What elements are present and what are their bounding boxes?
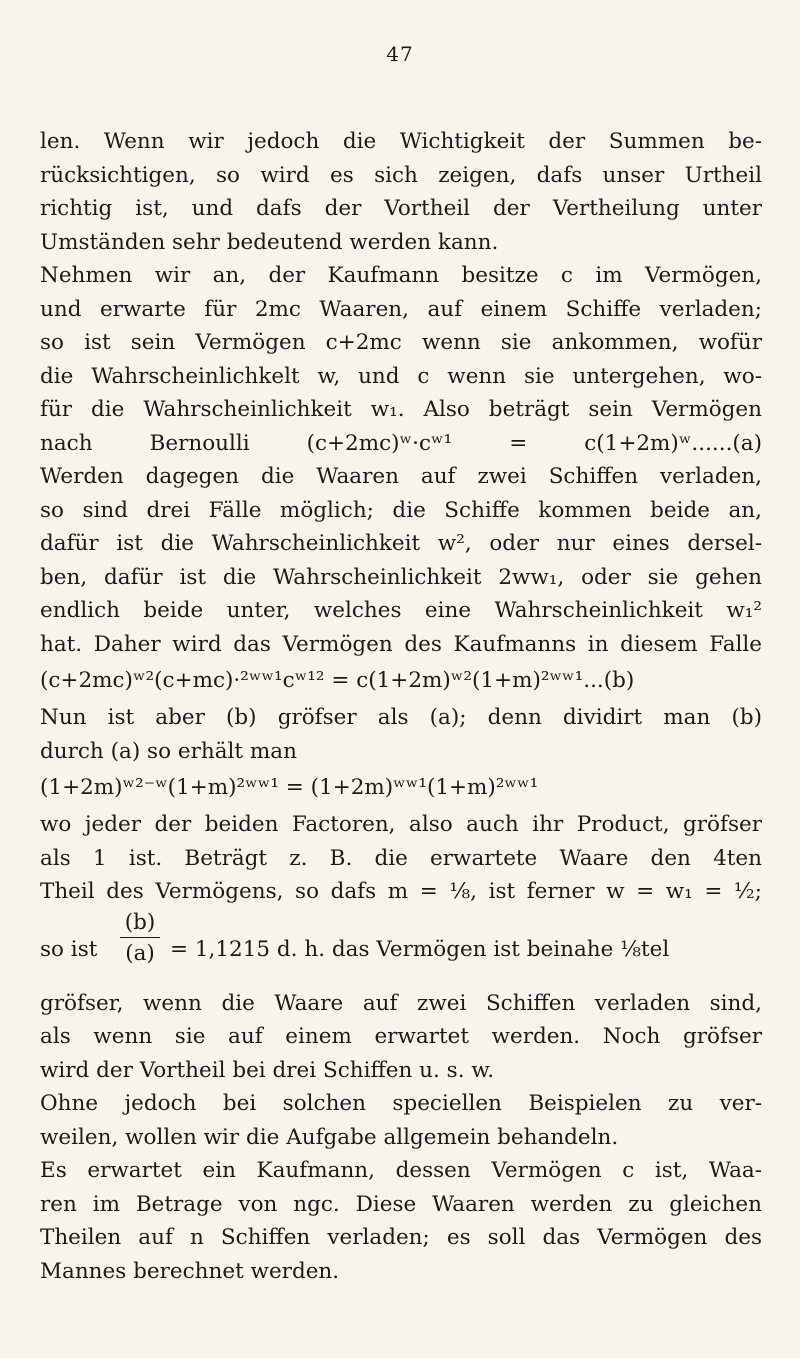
fraction-lead: so ist xyxy=(40,936,98,962)
text-line: und erwarte für 2mc Waaren, auf einem Schiffe verladen; xyxy=(40,296,762,322)
text-line: so ist sein Vermögen c+2mc wenn sie ankommen, wofür xyxy=(40,330,762,355)
text-line: Theilen auf n Schiffen verladen; es soll das Vermögen des xyxy=(40,1225,762,1250)
text-line: endlich beide unter, welches eine Wahrscheinlichkeit w₁² xyxy=(40,598,762,623)
fraction-denominator: (a) xyxy=(125,940,155,966)
text-line: so sind drei Fälle möglich; die Schiffe kommen beide an, xyxy=(40,497,762,523)
fraction-numerator: (b) xyxy=(120,909,160,938)
fraction-line xyxy=(40,909,762,987)
text-line: für die Wahrscheinlichkeit w₁. Also beträgt sein Vermögen xyxy=(40,397,762,422)
text-line: ben, dafür ist die Wahrscheinlichkeit 2ww₁, oder sie gehen xyxy=(40,564,762,590)
text-line: Mannes berechnet werden. xyxy=(40,1258,340,1284)
text-line: len. Wenn wir jedoch die Wichtigkeit der Summen be- xyxy=(40,129,762,154)
text-line: Es erwartet ein Kaufmann, dessen Vermögen c ist, Waa- xyxy=(40,1158,762,1183)
text-line: die Wahrscheinlichkelt w, und c wenn sie untergehen, wo- xyxy=(40,363,762,389)
text-line: hat. Daher wird das Vermögen des Kaufmanns in diesem Falle xyxy=(40,631,762,657)
fraction xyxy=(120,909,160,968)
text-line: Werden dagegen die Waaren auf zwei Schiffen verladen, xyxy=(40,464,762,489)
formula-quotient: (1+2m)ʷ²⁻ʷ(1+m)²ʷʷ¹ = (1+2m)ʷʷ¹(1+m)²ʷʷ¹ xyxy=(40,775,539,800)
text-line: als 1 ist. Beträgt z. B. die erwartete Waare den 4ten xyxy=(40,845,762,871)
text-line: Nehmen wir an, der Kaufmann besitze c im Vermögen, xyxy=(40,263,762,288)
text-line: durch (a) so erhält man xyxy=(40,738,297,764)
text-line: Umständen sehr bedeutend werden kann. xyxy=(40,229,499,255)
text-line: weilen, wollen wir die Aufgabe allgemein behandeln. xyxy=(40,1124,619,1150)
text-line: dafür ist die Wahrscheinlichkeit w², oder nur eines dersel- xyxy=(40,531,762,556)
text-line: gröfser, wenn die Waare auf zwei Schiffen verladen sind, xyxy=(40,990,762,1016)
text-line: rücksichtigen, so wird es sich zeigen, dafs unser Urtheil xyxy=(40,162,762,188)
text-line: richtig ist, und dafs der Vortheil der Vertheilung unter xyxy=(40,196,762,221)
fraction-rest: = 1,1215 d. h. das Vermögen ist beinahe ⅛tel xyxy=(170,936,670,962)
text-line: ren im Betrage von ngc. Diese Waaren werden zu gleichen xyxy=(40,1191,762,1217)
text-line: als wenn sie auf einem erwartet werden. Noch gröfser xyxy=(40,1024,762,1049)
body-text xyxy=(40,125,762,1288)
text-line: Ohne jedoch bei solchen speciellen Beispielen zu ver- xyxy=(40,1091,762,1116)
text-line: Nun ist aber (b) gröfser als (a); denn dividirt man (b) xyxy=(40,705,762,730)
text-line: wo jeder der beiden Factoren, also auch ihr Product, gröfser xyxy=(40,812,762,837)
text-line: wird der Vortheil bei drei Schiffen u. s. w. xyxy=(40,1057,495,1083)
formula-a: nach Bernoulli (c+2mc)ʷ·cʷ¹ = c(1+2m)ʷ......(a) xyxy=(40,430,762,456)
text-line: Theil des Vermögens, so dafs m = ⅛, ist ferner w = w₁ = ½; xyxy=(40,879,762,904)
page-number: 47 xyxy=(386,42,414,66)
formula-b: (c+2mc)ʷ²(c+mc)·²ʷʷ¹cʷ¹² = c(1+2m)ʷ²(1+m)²ʷʷ¹...(b) xyxy=(40,668,635,693)
